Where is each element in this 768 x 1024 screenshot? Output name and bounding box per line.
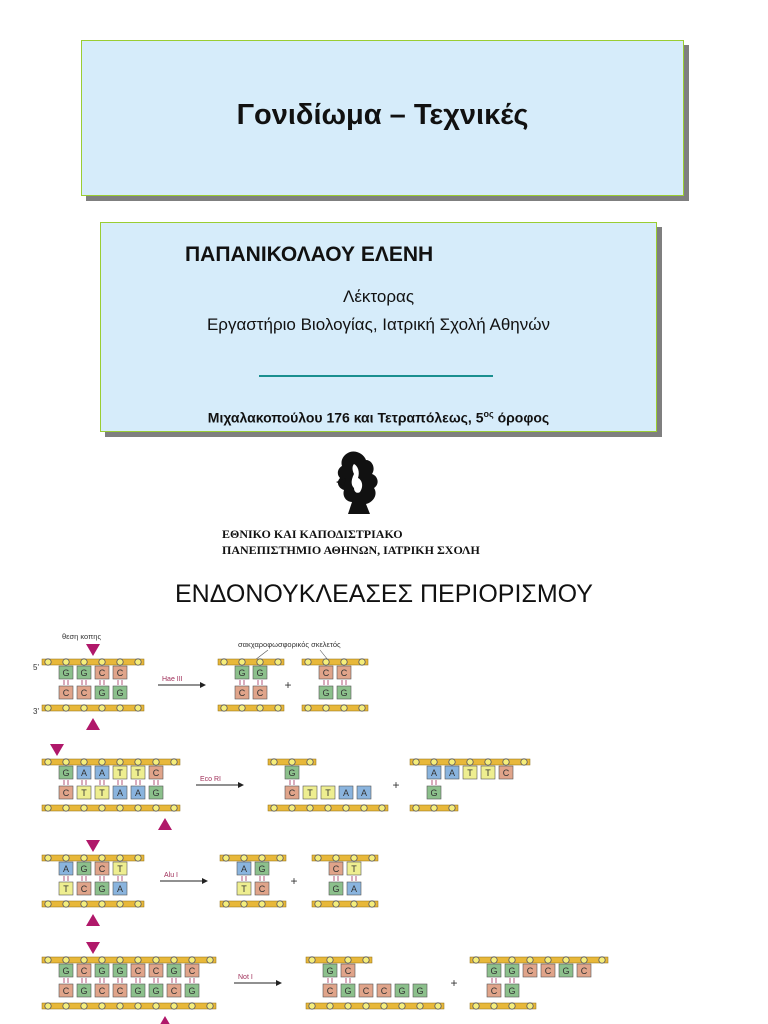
backbone-node	[99, 805, 105, 811]
base-label: C	[332, 864, 340, 874]
base-label: G	[62, 768, 70, 778]
backbone-node	[599, 957, 605, 963]
backbone-node	[239, 705, 245, 711]
backbone-node	[99, 659, 105, 665]
base-label: C	[152, 966, 160, 976]
base-label: C	[502, 768, 510, 778]
backbone-node	[545, 957, 551, 963]
arrow-head	[202, 878, 208, 884]
base-label: T	[117, 768, 123, 778]
backbone-node	[277, 901, 283, 907]
backbone-node	[45, 855, 51, 861]
enzyme-label: Alu I	[164, 872, 179, 879]
backbone-node	[117, 805, 123, 811]
backbone-node	[241, 901, 247, 907]
backbone-node	[135, 659, 141, 665]
backbone-node	[351, 855, 357, 861]
backbone-node	[45, 805, 51, 811]
base-label: T	[135, 768, 141, 778]
backbone-node	[369, 855, 375, 861]
author-lab: Εργαστήριο Βιολογίας, Ιατρική Σχολή Αθηνών	[206, 315, 551, 334]
university-line-2: ΠΑΝΕΠΙΣΤΗΜΙΟ ΑΘΗΝΩΝ, ΙΑΤΡΙΚΗ ΣΧΟΛΗ	[222, 543, 480, 557]
base-label: G	[340, 688, 348, 698]
base-label: G	[416, 986, 424, 996]
backbone-node	[341, 659, 347, 665]
base-label: C	[116, 986, 124, 996]
backbone-node	[363, 1003, 369, 1009]
base-label: A	[360, 788, 368, 798]
backbone-node	[63, 957, 69, 963]
strand-5-label: 5'	[33, 663, 39, 672]
base-label: T	[99, 788, 105, 798]
backbone-node	[171, 805, 177, 811]
backbone-node	[81, 901, 87, 907]
backbone-node	[341, 705, 347, 711]
backbone-strand	[42, 659, 144, 665]
backbone-node	[399, 1003, 405, 1009]
backbone-node	[81, 759, 87, 765]
base-label: A	[448, 768, 456, 778]
label-leader	[255, 650, 268, 660]
backbone-node	[467, 759, 473, 765]
backbone-node	[307, 805, 313, 811]
backbone-node	[99, 759, 105, 765]
backbone-node	[435, 1003, 441, 1009]
base-label: A	[116, 884, 124, 894]
backbone-node	[117, 705, 123, 711]
backbone-node	[359, 659, 365, 665]
base-label: C	[340, 668, 348, 678]
backbone-node	[171, 957, 177, 963]
backbone-node	[135, 1003, 141, 1009]
base-label: T	[467, 768, 473, 778]
plus-sign: +	[450, 976, 458, 990]
base-label: C	[80, 688, 88, 698]
backbone-node	[117, 901, 123, 907]
backbone-node	[189, 1003, 195, 1009]
cut-site-marker	[50, 744, 64, 756]
backbone-node	[153, 759, 159, 765]
backbone-node	[345, 1003, 351, 1009]
base-label: T	[325, 788, 331, 798]
base-label: G	[152, 788, 160, 798]
backbone-node	[81, 957, 87, 963]
backbone-node	[305, 659, 311, 665]
base-label: G	[322, 688, 330, 698]
backbone-strand	[312, 855, 378, 861]
base-label: G	[238, 668, 246, 678]
backbone-node	[99, 1003, 105, 1009]
base-label: T	[351, 864, 357, 874]
base-label: G	[508, 966, 516, 976]
backbone-node	[117, 855, 123, 861]
title-box	[81, 40, 684, 196]
plus-sign: +	[284, 678, 292, 692]
backbone-node	[259, 855, 265, 861]
base-label: C	[188, 966, 196, 976]
backbone-node	[63, 855, 69, 861]
university-name	[222, 526, 480, 558]
base-label: A	[240, 864, 248, 874]
backbone-node	[45, 659, 51, 665]
base-label: A	[116, 788, 124, 798]
base-label: T	[485, 768, 491, 778]
base-label: A	[430, 768, 438, 778]
backbone-strand	[42, 901, 144, 907]
backbone-node	[343, 805, 349, 811]
backbone-node	[63, 759, 69, 765]
backbone-node	[223, 855, 229, 861]
arrow-head	[276, 980, 282, 986]
backbone-node	[271, 805, 277, 811]
base-label: G	[170, 966, 178, 976]
backbone-node	[81, 659, 87, 665]
backbone-node	[207, 1003, 213, 1009]
backbone-node	[563, 957, 569, 963]
base-label: G	[332, 884, 340, 894]
backbone-node	[417, 1003, 423, 1009]
base-label: C	[62, 788, 70, 798]
university-line-1: ΕΘΝΙΚΟ ΚΑΙ ΚΑΠΟΔΙΣΤΡΙΑΚΟ	[222, 527, 403, 541]
base-label: G	[134, 986, 142, 996]
backbone-strand	[302, 659, 368, 665]
backbone-node	[325, 805, 331, 811]
base-label: C	[362, 986, 370, 996]
backbone-node	[241, 855, 247, 861]
backbone-node	[271, 759, 277, 765]
backbone-node	[315, 855, 321, 861]
base-label: G	[326, 966, 334, 976]
backbone-node	[327, 1003, 333, 1009]
backbone-node	[223, 901, 229, 907]
divider-line	[259, 375, 493, 377]
base-label: G	[344, 986, 352, 996]
base-label: C	[98, 986, 106, 996]
backbone-node	[81, 1003, 87, 1009]
base-label: C	[170, 986, 178, 996]
plus-sign: +	[290, 874, 298, 888]
backbone-node	[359, 705, 365, 711]
base-label: C	[80, 966, 88, 976]
backbone-node	[99, 901, 105, 907]
base-label: C	[258, 884, 266, 894]
backbone-node	[45, 759, 51, 765]
backbone-node	[207, 957, 213, 963]
backbone-strand	[302, 705, 368, 711]
base-label: G	[430, 788, 438, 798]
base-label: C	[326, 986, 334, 996]
arrow-head	[238, 782, 244, 788]
backbone-node	[309, 1003, 315, 1009]
backbone-node	[221, 705, 227, 711]
base-label: A	[342, 788, 350, 798]
backbone-node	[449, 805, 455, 811]
backbone-node	[135, 855, 141, 861]
backbone-strand	[220, 901, 286, 907]
backbone-node	[491, 957, 497, 963]
backbone-node	[379, 805, 385, 811]
backbone-node	[63, 901, 69, 907]
backbone-node	[351, 901, 357, 907]
base-label: C	[98, 864, 106, 874]
backbone-strand	[218, 659, 284, 665]
backbone-node	[503, 759, 509, 765]
backbone-node	[361, 805, 367, 811]
page-title: Γονιδίωμα – Τεχνικές	[236, 99, 529, 131]
backbone-node	[45, 1003, 51, 1009]
backbone-strand	[220, 855, 286, 861]
base-label: G	[62, 668, 70, 678]
backbone-node	[289, 759, 295, 765]
base-label: G	[98, 966, 106, 976]
backbone-node	[369, 901, 375, 907]
base-label: C	[544, 966, 552, 976]
backbone-node	[305, 705, 311, 711]
base-label: G	[98, 688, 106, 698]
base-label: G	[398, 986, 406, 996]
backbone-node	[153, 1003, 159, 1009]
backbone-node	[527, 1003, 533, 1009]
base-label: T	[63, 884, 69, 894]
backbone-node	[491, 1003, 497, 1009]
backbone-node	[117, 659, 123, 665]
base-label: C	[322, 668, 330, 678]
cut-site-marker	[86, 942, 100, 954]
enzyme-label: Eco RI	[200, 776, 222, 783]
backbone-node	[99, 855, 105, 861]
backbone-node	[81, 705, 87, 711]
address-end: όροφος	[493, 409, 550, 426]
backbone-label: σακχαροφωσφορικός σκελετός	[238, 640, 341, 649]
backbone-node	[413, 805, 419, 811]
backbone-node	[171, 759, 177, 765]
base-label: G	[490, 966, 498, 976]
backbone-node	[413, 759, 419, 765]
backbone-node	[275, 705, 281, 711]
section-heading: ΕΝΔΟΝΟΥΚΛΕΑΣΕΣ ΠΕΡΙΟΡΙΣΜΟΥ	[175, 580, 593, 608]
author-name: ΠΑΠΑΝΙΚΟΛΑΟΥ ΕΛΕΝΗ	[185, 243, 434, 266]
author-address	[101, 409, 656, 426]
base-label: T	[307, 788, 313, 798]
base-label: C	[288, 788, 296, 798]
backbone-node	[527, 957, 533, 963]
backbone-node	[117, 1003, 123, 1009]
backbone-node	[289, 805, 295, 811]
backbone-node	[315, 901, 321, 907]
cut-site-marker	[158, 1016, 172, 1024]
backbone-node	[307, 759, 313, 765]
backbone-node	[99, 705, 105, 711]
backbone-node	[135, 901, 141, 907]
base-label: A	[62, 864, 70, 874]
backbone-node	[63, 805, 69, 811]
backbone-node	[135, 759, 141, 765]
backbone-node	[323, 659, 329, 665]
backbone-node	[153, 805, 159, 811]
backbone-node	[509, 957, 515, 963]
enzyme-label: Not I	[238, 974, 253, 981]
base-label: G	[562, 966, 570, 976]
backbone-strand	[218, 705, 284, 711]
base-label: A	[80, 768, 88, 778]
backbone-node	[45, 957, 51, 963]
author-box	[100, 222, 657, 432]
base-label: A	[350, 884, 358, 894]
cut-site-marker	[86, 914, 100, 926]
plus-sign: +	[392, 778, 400, 792]
backbone-node	[327, 957, 333, 963]
base-label: G	[62, 966, 70, 976]
backbone-node	[99, 957, 105, 963]
backbone-node	[171, 1003, 177, 1009]
backbone-node	[257, 705, 263, 711]
arrow-head	[200, 682, 206, 688]
base-label: C	[98, 668, 106, 678]
backbone-node	[239, 659, 245, 665]
backbone-strand	[42, 855, 144, 861]
backbone-node	[449, 759, 455, 765]
backbone-node	[63, 659, 69, 665]
base-label: G	[98, 884, 106, 894]
cut-site-label: θεση κοπης	[62, 632, 102, 641]
backbone-node	[259, 901, 265, 907]
base-label: G	[116, 688, 124, 698]
base-label: G	[152, 986, 160, 996]
base-label: G	[80, 668, 88, 678]
cut-site-marker	[86, 718, 100, 730]
backbone-node	[509, 1003, 515, 1009]
base-label: G	[256, 668, 264, 678]
backbone-node	[81, 805, 87, 811]
backbone-node	[323, 705, 329, 711]
backbone-node	[277, 855, 283, 861]
base-label: G	[188, 986, 196, 996]
base-label: C	[238, 688, 246, 698]
university-logo-icon	[330, 448, 386, 518]
backbone-node	[363, 957, 369, 963]
restriction-enzyme-diagram	[0, 626, 768, 1024]
backbone-node	[431, 805, 437, 811]
backbone-node	[117, 957, 123, 963]
base-label: T	[81, 788, 87, 798]
base-label: A	[134, 788, 142, 798]
backbone-node	[63, 705, 69, 711]
base-label: G	[80, 986, 88, 996]
base-label: C	[62, 688, 70, 698]
backbone-node	[45, 901, 51, 907]
backbone-node	[135, 957, 141, 963]
backbone-node	[333, 855, 339, 861]
base-label: G	[258, 864, 266, 874]
base-label: C	[80, 884, 88, 894]
enzyme-label: Hae III	[162, 676, 183, 683]
author-role: Λέκτορας	[342, 287, 415, 306]
backbone-node	[257, 659, 263, 665]
backbone-node	[521, 759, 527, 765]
base-label: C	[344, 966, 352, 976]
backbone-node	[153, 957, 159, 963]
base-label: G	[288, 768, 296, 778]
backbone-strand	[306, 957, 372, 963]
backbone-node	[473, 957, 479, 963]
strand-3-label: 3'	[33, 707, 39, 716]
backbone-node	[63, 1003, 69, 1009]
backbone-node	[81, 855, 87, 861]
base-label: A	[98, 768, 106, 778]
backbone-strand	[470, 1003, 536, 1009]
base-label: T	[241, 884, 247, 894]
address-superscript: ος	[483, 409, 494, 419]
backbone-node	[333, 901, 339, 907]
base-label: G	[116, 966, 124, 976]
backbone-node	[135, 705, 141, 711]
base-label: C	[526, 966, 534, 976]
backbone-node	[431, 759, 437, 765]
backbone-node	[309, 957, 315, 963]
base-label: C	[62, 986, 70, 996]
base-label: C	[580, 966, 588, 976]
base-label: C	[380, 986, 388, 996]
backbone-node	[485, 759, 491, 765]
cut-site-marker	[158, 818, 172, 830]
backbone-node	[221, 659, 227, 665]
base-label: G	[80, 864, 88, 874]
cut-site-marker	[86, 840, 100, 852]
backbone-node	[345, 957, 351, 963]
backbone-node	[275, 659, 281, 665]
backbone-node	[581, 957, 587, 963]
base-label: C	[152, 768, 160, 778]
base-label: T	[117, 864, 123, 874]
backbone-node	[473, 1003, 479, 1009]
base-label: C	[256, 688, 264, 698]
backbone-strand	[42, 705, 144, 711]
backbone-node	[381, 1003, 387, 1009]
backbone-node	[189, 957, 195, 963]
backbone-node	[117, 759, 123, 765]
base-label: G	[508, 986, 516, 996]
base-label: C	[490, 986, 498, 996]
base-label: C	[134, 966, 142, 976]
backbone-strand	[312, 901, 378, 907]
backbone-node	[135, 805, 141, 811]
base-label: C	[116, 668, 124, 678]
backbone-node	[45, 705, 51, 711]
address-main: Μιχαλακοπούλου 176 και Τετραπόλεως, 5	[207, 409, 484, 426]
cut-site-marker	[86, 644, 100, 656]
